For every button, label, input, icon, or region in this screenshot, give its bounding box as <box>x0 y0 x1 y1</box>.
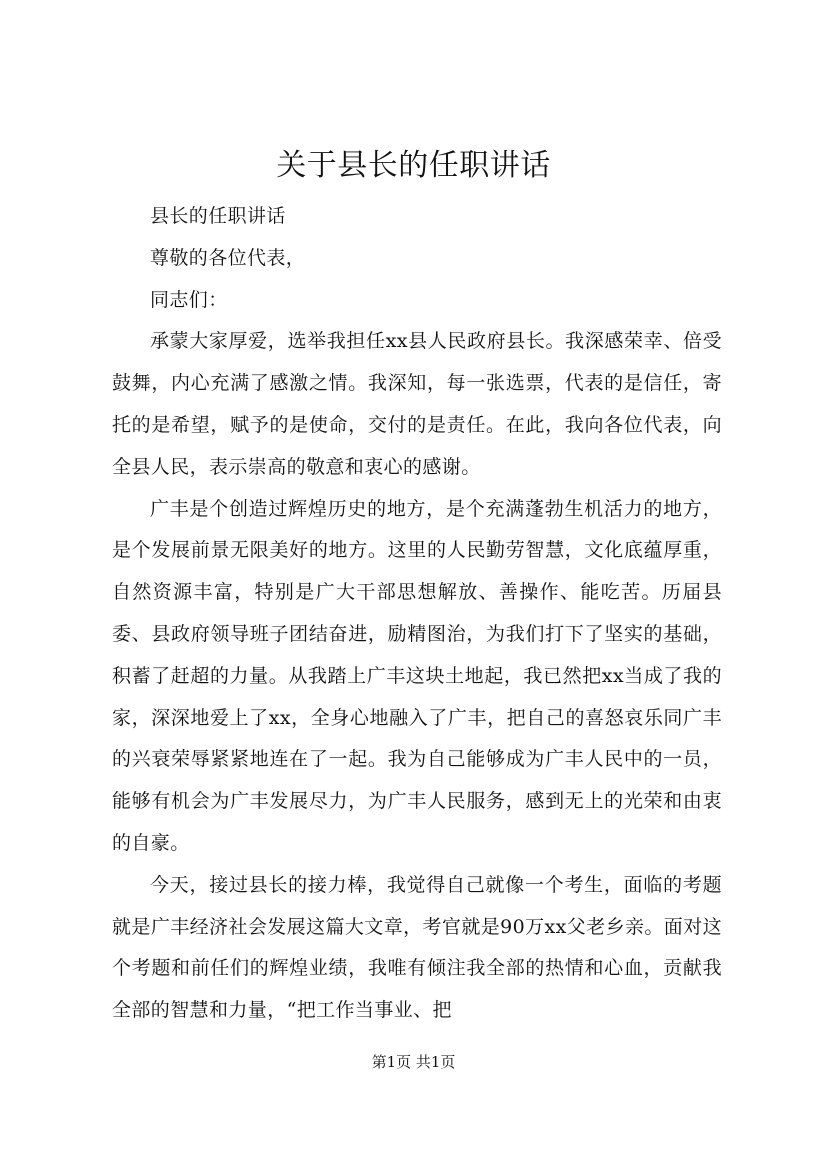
paragraph-salutation: 尊敬的各位代表， <box>150 246 306 269</box>
paragraph-heading: 县长的任职讲话 <box>150 205 286 227</box>
paragraph-greeting: 同志们： <box>150 288 228 311</box>
paragraph-body-3: 今天，接过县长的接力棒，我觉得自己就像一个考生，面临的考题就是广丰经济社会发展这篇大文章，考官就是90万xx父老乡亲。面对这个考题和前任们的辉煌业绩，我唯有倾注我全部的热情和心血，贡献我全部的智慧和力量，“把工作当事业、把 <box>112 873 722 1022</box>
document-title: 关于县长的任职讲话 <box>276 148 551 183</box>
paragraph-body-1: 承蒙大家厚爱，选举我担任xx县人民政府县长。我深感荣幸、倍受鼓舞，内心充满了感激之情。我深知，每一张选票，代表的是信任，寄托的是希望，赋予的是使命，交付的是责任。在此，我向各位代表，向全县人民，表示崇高的敬意和衷心的感谢。 <box>112 330 722 478</box>
paragraph-body-2: 广丰是个创造过辉煌历史的地方，是个充满蓬勃生机活力的地方，是个发展前景无限美好的地方。这里的人民勤劳智慧，文化底蕴厚重，自然资源丰富，特别是广大干部思想解放、善操作、能吃苦。历届县委、县政府领导班子团结奋进，励精图治，为我们打下了坚实的基础，积蓄了赶超的力量。从我踏上广丰这块土地起，我已然把xx当成了我的家，深深地爱上了xx，全身心地融入了广丰，把自己的喜怒哀乐同广丰的兴衰荣辱紧紧地连在了一起。我为自己能够成为广丰人民中的一员，能够有机会为广丰发展尽力，为广丰人民服务，感到无上的光荣和由衷的自豪。 <box>112 497 722 854</box>
document-body <box>112 196 722 1032</box>
page-number-footer: 第1页 共1页 <box>371 1053 456 1071</box>
